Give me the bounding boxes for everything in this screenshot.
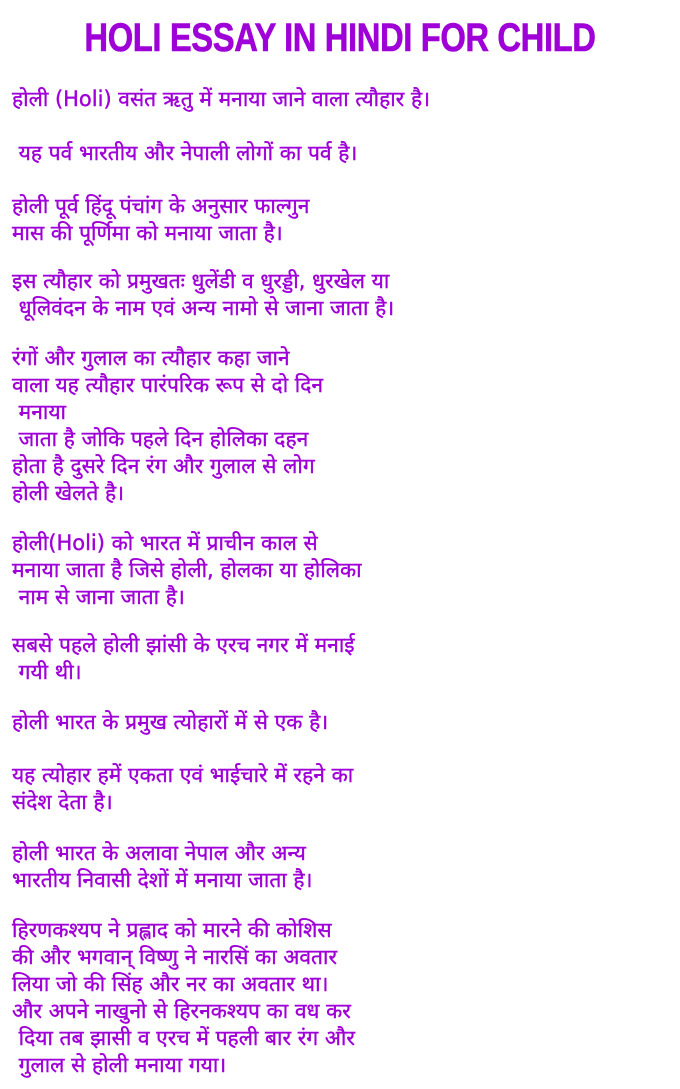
paragraph-6: होली(Holi) को भारत में प्राचीन काल से मनाया जाता है जिसे होली, होलका या होलिका नाम से जाना जाता है।: [12, 531, 362, 609]
paragraph-2: यह पर्व भारतीय और नेपाली लोगों का पर्व है।: [12, 141, 358, 165]
paragraph-1: होली (Holi) वसंत ऋतु में मनाया जाने वाला त्यौहार है।: [12, 87, 431, 111]
paragraph-7: सबसे पहले होली झांसी के एरच नगर में मनाई गयी थी।: [12, 633, 355, 684]
paragraph-3: होली पूर्व हिंदू पंचांग के अनुसार फाल्गुन मास की पूर्णिमा को मनाया जाता है।: [12, 194, 310, 245]
paragraph-10: होली भारत के अलावा नेपाल और अन्य भारतीय निवासी देशों में मनाया जाता है।: [12, 841, 313, 892]
paragraph-8: होली भारत के प्रमुख त्योहारों में से एक है।: [12, 710, 329, 734]
page-title: HOLI ESSAY IN HINDI FOR CHILD: [84, 16, 596, 60]
paragraph-9: यह त्योहार हमें एकता एवं भाईचारे में रहने का संदेश देता है।: [12, 763, 354, 814]
paragraph-4: इस त्यौहार को प्रमुखतः धुलेंडी व धुरड्डी, धुरखेल या धूलिवंदन के नाम एवं अन्य नामो से जाना जाता है।: [12, 269, 395, 320]
paragraph-5: रंगों और गुलाल का त्यौहार कहा जाने वाला यह त्यौहार पारंपरिक रूप से दो दिन मनाया जाता है जोकि पहले दिन होलिका दहन होता है दुसरे दिन रंग और गुलाल से लोग होली खेलते है।: [12, 346, 324, 505]
paragraph-11: हिरणकश्यप ने प्रह्लाद को मारने की कोशिस की और भगवान् विष्णु ने नारसिं का अवतार लिया जो की सिंह और नर का अवतार था। और अपने नाखुनो से हिरनकश्यप का वध कर दिया तब झासी व एरच में पहली बार रंग और गुलाल से होली मनाया गया।: [12, 918, 355, 1077]
